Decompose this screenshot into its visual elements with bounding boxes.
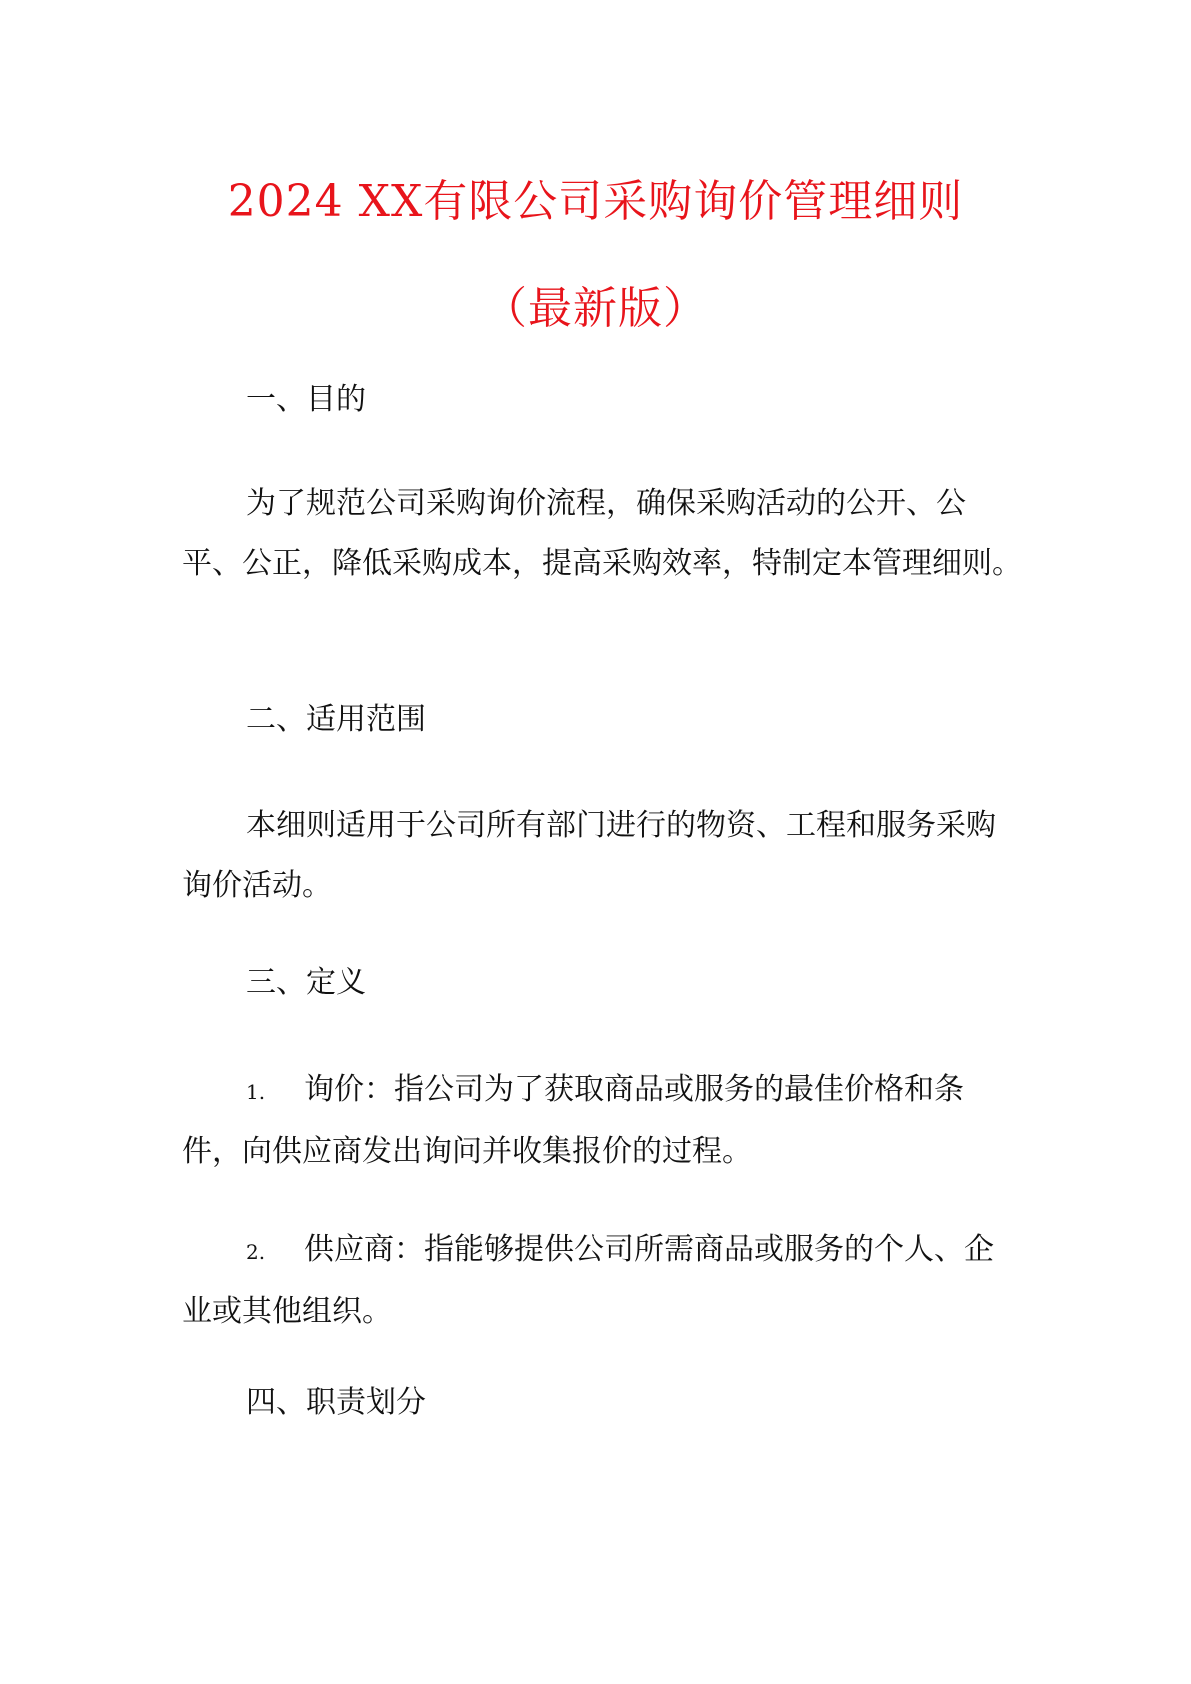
definition-text: 供应商：指能够提供公司所需商品或服务的个人、企业或其他组织。 [182, 1232, 994, 1329]
section-heading-responsibilities: 四、职责划分 [246, 1385, 426, 1420]
definition-item [182, 1220, 1022, 1342]
section-heading-purpose: 一、目的 [246, 382, 366, 417]
section-heading-definitions: 三、定义 [246, 965, 366, 1000]
document-title: 2024 XX有限公司采购询价管理细则 [227, 176, 964, 227]
definition-number: 1. [246, 1080, 266, 1104]
section-heading-scope: 二、适用范围 [246, 702, 426, 737]
definition-text: 询价：指公司为了获取商品或服务的最佳价格和条件，向供应商发出询问并收集报价的过程。 [182, 1072, 964, 1169]
section-paragraph-scope: 本细则适用于公司所有部门进行的物资、工程和服务采购询价活动。 [182, 808, 996, 903]
document-title-subtitle: （最新版） [483, 283, 708, 334]
definition-item [182, 1060, 1022, 1182]
definition-number: 2. [246, 1240, 266, 1264]
section-paragraph-purpose: 为了规范公司采购询价流程，确保采购活动的公开、公平、公正，降低采购成本，提高采购效率，特制定本管理细则。 [182, 486, 1022, 581]
